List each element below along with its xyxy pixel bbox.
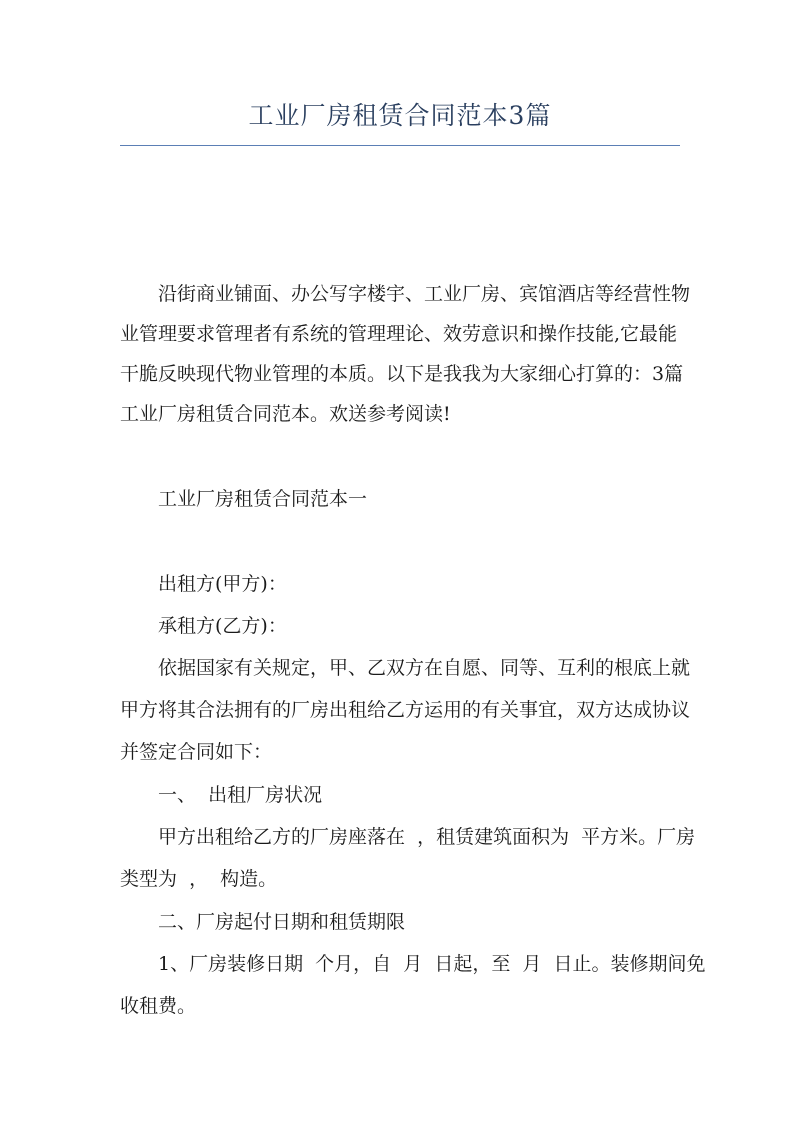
basis-line-1: 依据国家有关规定，甲、乙双方在自愿、同等、互利的根底上就 — [158, 657, 691, 679]
clause-2-heading: 二、厂房起付日期和租赁期限 — [158, 911, 406, 933]
intro-line-2: 业管理要求管理者有系统的管理理论、效劳意识和操作技能,它最能 — [120, 323, 678, 345]
section-heading: 工业厂房租赁合同范本一 — [158, 488, 368, 510]
intro-line-4: 工业厂房租赁合同范本。欢送参考阅读! — [120, 403, 451, 425]
clause-2-item-1-line-1: 1、厂房装修日期 个月，自 月 日起，至 月 日止。装修期间免 — [158, 953, 706, 975]
intro-line-1: 沿街商业铺面、办公写字楼宇、工业厂房、宾馆酒店等经营性物 — [158, 283, 691, 305]
intro-line-3: 干脆反映现代物业管理的本质。以下是我我为大家细心打算的：3篇 — [120, 363, 684, 385]
basis-line-2: 甲方将其合法拥有的厂房出租给乙方运用的有关事宜，双方达成协议 — [120, 699, 691, 721]
title-underline — [120, 145, 680, 146]
clause-1-line-1: 甲方出租给乙方的厂房座落在 ，租赁建筑面积为 平方米。厂房 — [158, 826, 696, 848]
clause-1-heading: 一、 出租厂房状况 — [158, 784, 323, 806]
clause-2-item-1-line-2: 收租费。 — [120, 995, 197, 1017]
document-title: 工业厂房租赁合同范本3篇 — [248, 101, 552, 130]
lessee-line: 承租方(乙方)： — [158, 615, 287, 637]
lessor-line: 出租方(甲方)： — [158, 573, 287, 595]
basis-line-3: 并签定合同如下： — [120, 741, 273, 763]
clause-1-line-2: 类型为 ， 构造。 — [120, 868, 278, 890]
